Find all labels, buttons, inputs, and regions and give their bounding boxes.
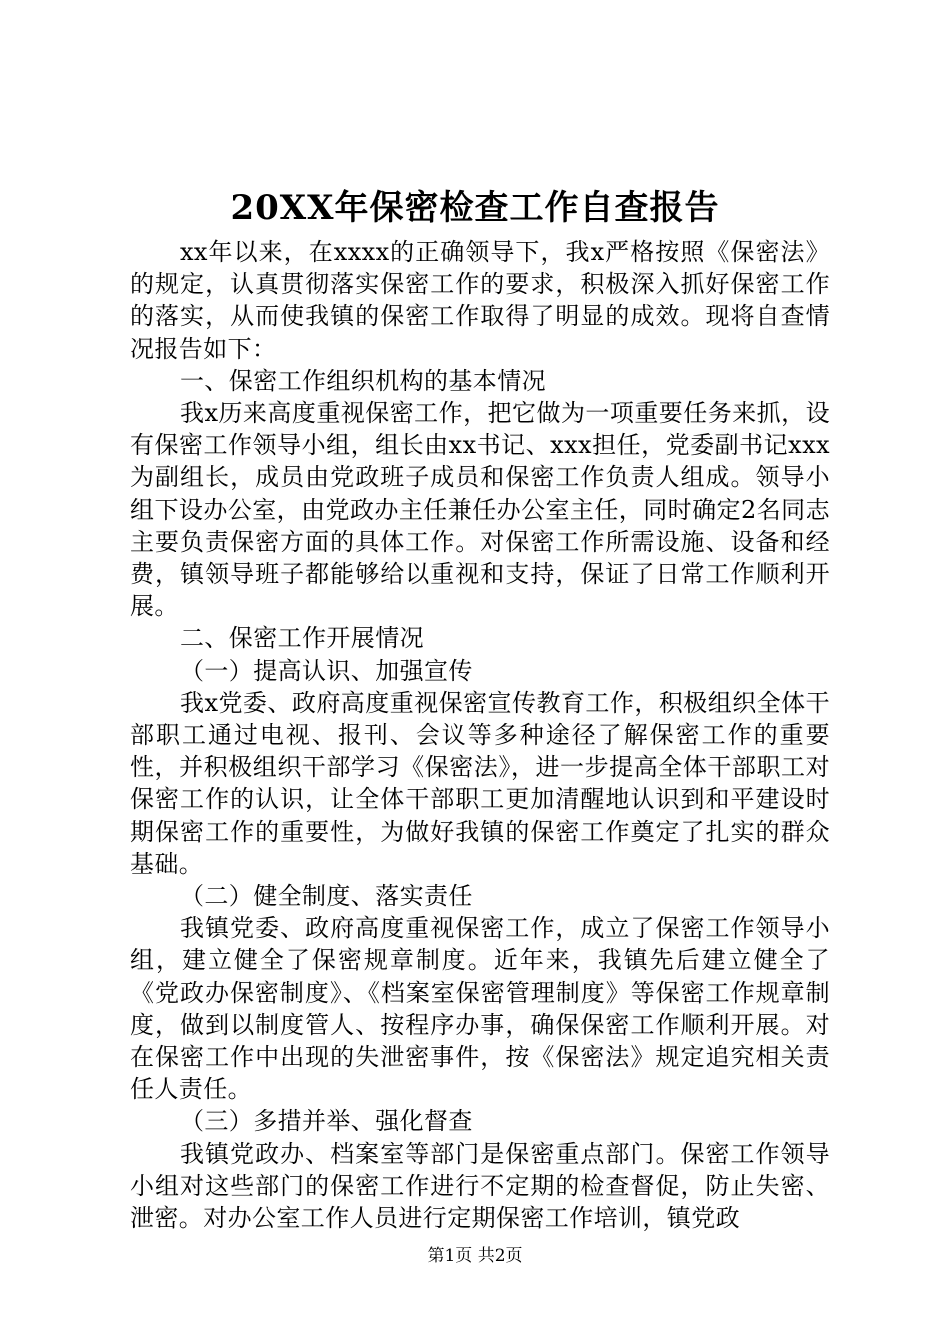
subsection-heading-3: （三）多措并举、强化督查 [180,1107,473,1136]
section-heading-2: 二、保密工作开展情况 [180,624,424,653]
paragraph-intro: xx年以来，在xxxx的正确领导下，我x严格按照《保密法》的规定，认真贯彻落实保密工作的要求，积极深入抓好保密工作的落实，从而使我镇的保密工作取得了明显的成效。现将自查情况报告如下： [130,238,830,363]
paragraph-system: 我镇党委、政府高度重视保密工作，成立了保密工作领导小组，建立健全了保密规章制度。近年来，我镇先后建立健全了《党政办保密制度》、《档案室保密管理制度》等保密工作规章制度，做到以制度管人、按程序办事，确保保密工作顺利开展。对在保密工作中出现的失泄密事件，按《保密法》规定追究相关责任人责任。 [130,914,830,1104]
paragraph-inspection: 我镇党政办、档案室等部门是保密重点部门。保密工作领导小组对这些部门的保密工作进行不定期的检查督促，防止失密、泄密。对办公室工作人员进行定期保密工作培训，镇党政 [130,1139,830,1233]
subsection-heading-2: （二）健全制度、落实责任 [180,882,473,911]
page-footer: 第1页 共2页 [427,1246,523,1266]
section-heading-1: 一、保密工作组织机构的基本情况 [180,366,546,395]
paragraph-awareness: 我x党委、政府高度重视保密宣传教育工作，积极组织全体干部职工通过电视、报刊、会议等多种途径了解保密工作的重要性，并积极组织干部学习《保密法》，进一步提高全体干部职工对保密工作的认识，让全体干部职工更加清醒地认识到和平建设时期保密工作的重要性，为做好我镇的保密工作奠定了扎实的群众基础。 [130,688,830,878]
paragraph-organization: 我x历来高度重视保密工作，把它做为一项重要任务来抓，设有保密工作领导小组，组长由xx书记、xxx担任，党委副书记xxx为副组长，成员由党政班子成员和保密工作负责人组成。领导小组下设办公室，由党政办主任兼任办公室主任，同时确定2名同志主要负责保密方面的具体工作。对保密工作所需设施、设备和经费，镇领导班子都能够给以重视和支持，保证了日常工作顺利开展。 [130,399,830,621]
document-title: 20XX年保密检查工作自查报告 [230,188,720,228]
document-body [130,236,830,1234]
subsection-heading-1: （一）提高认识、加强宣传 [180,656,473,685]
